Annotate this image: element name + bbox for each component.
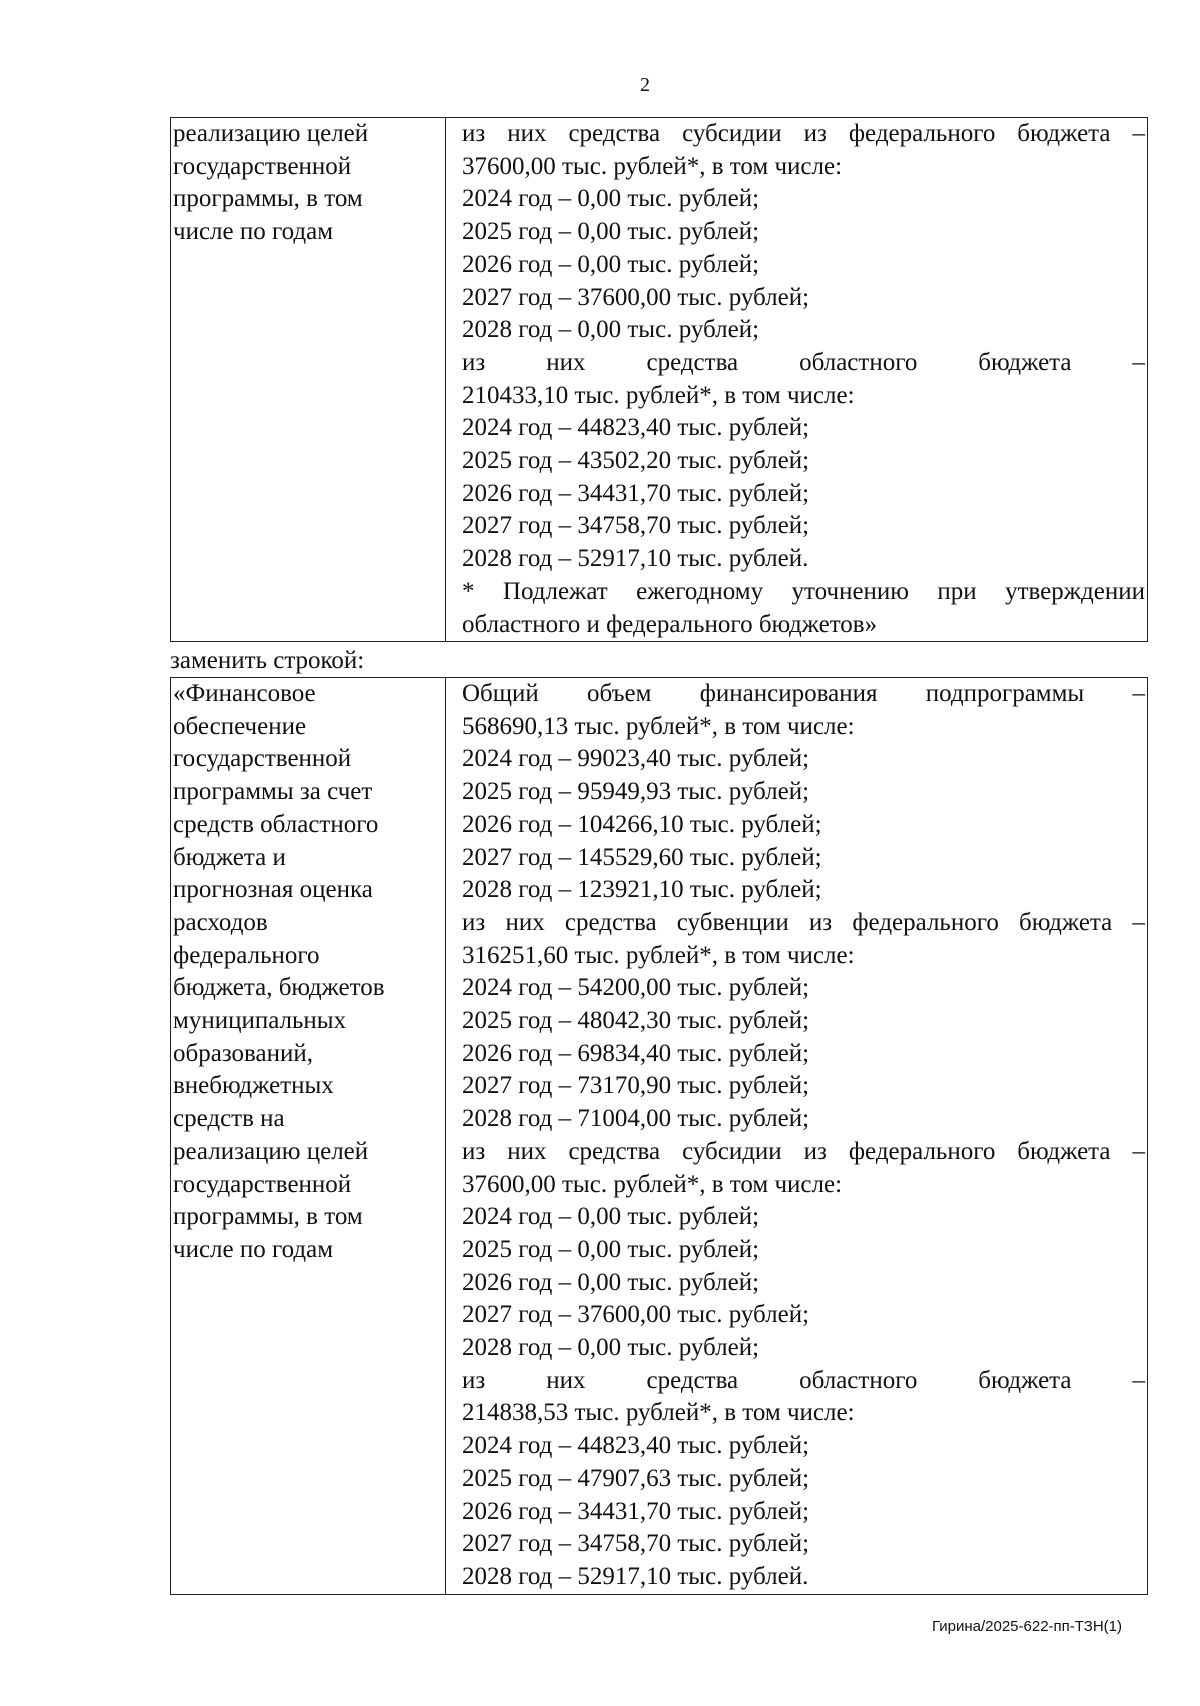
text-line: из них средства областного бюджета – <box>462 1366 1145 1394</box>
text-line: из них средства субсидии из федерального бюджета – <box>462 1137 1145 1165</box>
text-line: 210433,10 тыс. рублей*, в том числе: <box>462 381 855 409</box>
table-row <box>171 118 1148 642</box>
text-line: внебюджетных <box>173 1072 334 1100</box>
text-line: бюджета, бюджетов <box>173 974 385 1002</box>
text-line: государственной <box>173 1170 352 1198</box>
text-line: областного и федерального бюджетов» <box>462 610 878 638</box>
text-line: 2024 год – 99023,40 тыс. рублей; <box>462 745 810 773</box>
text-line: 2025 год – 48042,30 тыс. рублей; <box>462 1007 810 1035</box>
top-left-cell <box>171 118 446 642</box>
text-line: 2025 год – 43502,20 тыс. рублей; <box>462 447 810 475</box>
text-line: 2026 год – 34431,70 тыс. рублей; <box>462 1497 810 1525</box>
text-line: 2026 год – 104266,10 тыс. рублей; <box>462 810 822 838</box>
bottom-right-cell <box>446 678 1148 1595</box>
text-line: 2025 год – 95949,93 тыс. рублей; <box>462 778 810 806</box>
text-line: числе по годам <box>173 1235 334 1263</box>
top-table <box>170 117 1148 642</box>
table-row <box>171 678 1148 1595</box>
text-line: 2026 год – 0,00 тыс. рублей; <box>462 1268 760 1296</box>
text-line: из них средства субсидии из федерального бюджета – <box>462 120 1145 147</box>
text-line: 2027 год – 37600,00 тыс. рублей; <box>462 1301 810 1329</box>
text-line: обеспечение <box>173 712 307 740</box>
text-line: государственной <box>173 745 352 773</box>
text-line: федерального <box>173 941 320 969</box>
text-line: 2027 год – 34758,70 тыс. рублей; <box>462 512 810 540</box>
text-line: 2026 год – 34431,70 тыс. рублей; <box>462 479 810 507</box>
text-line: бюджета и <box>173 843 286 871</box>
text-line: 37600,00 тыс. рублей*, в том числе: <box>462 1170 843 1198</box>
text-line: программы за счет <box>173 778 373 806</box>
text-line: 2025 год – 0,00 тыс. рублей; <box>462 218 760 246</box>
text-line: 2028 год – 71004,00 тыс. рублей; <box>462 1105 810 1133</box>
text-line: средств на <box>173 1105 285 1133</box>
text-line: 2028 год – 0,00 тыс. рублей; <box>462 316 760 344</box>
text-line: 2028 год – 52917,10 тыс. рублей. <box>462 1562 809 1590</box>
text-line: 37600,00 тыс. рублей*, в том числе: <box>462 152 843 180</box>
bottom-left-cell <box>171 678 446 1595</box>
text-line: 2025 год – 47907,63 тыс. рублей; <box>462 1464 810 1492</box>
text-line: 2024 год – 44823,40 тыс. рублей; <box>462 414 810 442</box>
text-line: государственной <box>173 152 352 180</box>
bottom-table <box>170 677 1148 1595</box>
text-line: 2027 год – 34758,70 тыс. рублей; <box>462 1530 810 1558</box>
text-line: 2026 год – 0,00 тыс. рублей; <box>462 250 760 278</box>
text-line: средств областного <box>173 810 379 838</box>
text-line: 2027 год – 37600,00 тыс. рублей; <box>462 283 810 311</box>
text-line: из них средства областного бюджета – <box>462 348 1145 376</box>
text-line: 2028 год – 123921,10 тыс. рублей; <box>462 876 822 904</box>
text-line: муниципальных <box>173 1007 347 1035</box>
text-line: прогнозная оценка <box>173 876 373 904</box>
text-line: 568690,13 тыс. рублей*, в том числе: <box>462 712 855 740</box>
text-line: 2024 год – 0,00 тыс. рублей; <box>462 185 760 213</box>
text-line: числе по годам <box>173 218 334 246</box>
text-line: программы, в том <box>173 185 363 213</box>
text-line: 2028 год – 0,00 тыс. рублей; <box>462 1334 760 1362</box>
text-line: 2024 год – 44823,40 тыс. рублей; <box>462 1432 810 1460</box>
text-line: программы, в том <box>173 1203 363 1231</box>
page-number: 2 <box>640 74 650 96</box>
text-line: реализацию целей <box>173 1137 369 1165</box>
text-line: 2026 год – 69834,40 тыс. рублей; <box>462 1039 810 1067</box>
top-right-cell <box>446 118 1148 642</box>
text-line: 2024 год – 0,00 тыс. рублей; <box>462 1203 760 1231</box>
text-line: реализацию целей <box>173 120 369 147</box>
replace-label: заменить строкой: <box>170 647 365 674</box>
document-code: Гирина/2025-622-пп-ТЗН(1) <box>931 1618 1122 1635</box>
text-line: 2027 год – 145529,60 тыс. рублей; <box>462 843 822 871</box>
text-line: Общий объем финансирования подпрограммы – <box>462 680 1145 707</box>
text-line: 2024 год – 54200,00 тыс. рублей; <box>462 974 810 1002</box>
text-line: образований, <box>173 1039 314 1067</box>
text-line: 2027 год – 73170,90 тыс. рублей; <box>462 1072 810 1100</box>
text-line: из них средства субвенции из федерального бюджета – <box>462 908 1145 936</box>
text-line: 214838,53 тыс. рублей*, в том числе: <box>462 1399 855 1427</box>
text-line: 2025 год – 0,00 тыс. рублей; <box>462 1235 760 1263</box>
text-line: расходов <box>173 908 268 936</box>
text-line: «Финансовое <box>173 680 316 707</box>
text-line: 316251,60 тыс. рублей*, в том числе: <box>462 941 855 969</box>
text-line: * Подлежат ежегодному уточнению при утверждении <box>462 577 1145 605</box>
text-line: 2028 год – 52917,10 тыс. рублей. <box>462 545 809 573</box>
